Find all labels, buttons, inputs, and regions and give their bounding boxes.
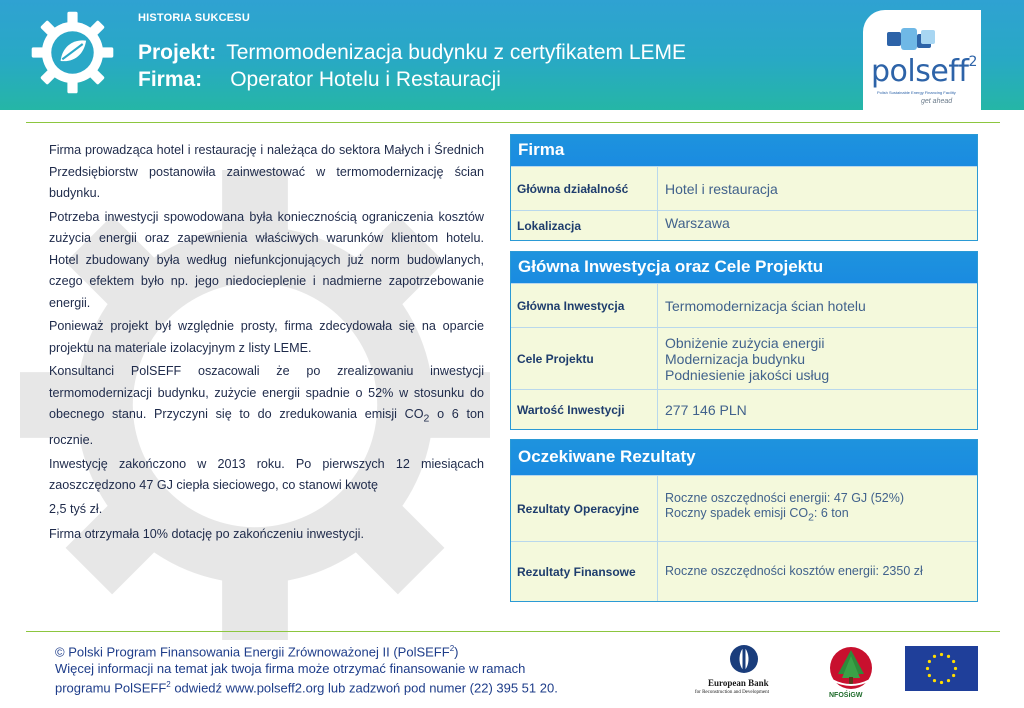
ebrd-subtitle: for Reconstruction and Development [695,690,770,695]
firma-row-location [511,210,977,240]
financial-value: Roczne oszczędności kosztów energii: 2350 zł [665,564,923,578]
footer-program: programu PolSEFF [55,680,167,696]
paragraph-need: Potrzeba inwestycji spowodowana była koniecznością ograniczenia kosztów zużycia energii oraz zapewnienia właściwych warunków klientom hotelu. Hotel zbudowany była według niefunkcjonujących już norm budowlanych, czego efektem było np. jego niedocieplenie i nadmierne zapotrzebowanie energii. [49,209,484,310]
eu-star [947,679,950,682]
nfosigw-logo [826,644,876,702]
paragraph-grant: Firma otrzymała 10% dotację po zakończeniu inwestycji. [49,527,364,542]
investment-box [510,251,978,430]
energy-savings: Roczne oszczędności energii: 47 GJ (52%) [665,491,905,506]
footer-line-2: Więcej informacji na temat jak twoja firma może otrzymać finansowanie w ramach [55,660,526,676]
eu-star [933,679,936,682]
financial-label: Rezultaty Finansowe [511,542,658,601]
eu-star [954,667,957,670]
paragraph-amount: 2,5 tyś zł. [49,501,103,516]
polseff-logo [863,10,981,110]
operational-values [658,476,977,541]
location-label: Lokalizacja [511,211,658,240]
story-label: HISTORIA SUKCESU [138,12,250,24]
ebrd-name: European Bank [708,678,769,688]
main-investment-label: Główna Inwestycja [511,284,658,327]
goal-item: Obniżenie zużycia energii [665,334,825,351]
goals-label: Cele Projektu [511,328,658,389]
main-investment-value: Termomodernizacja ścian hotelu [665,297,866,314]
logo-squares-icon [885,26,945,56]
investment-row-goals [511,327,977,389]
paragraph-completion: Inwestycję zakończono w 2013 roku. Po pierwszych 12 miesiącach zaoszczędzono 47 GJ ciepła sieciowego, co stanowi kwotę [49,456,484,493]
nfosigw-label: NFOŚiGW [829,692,863,699]
goal-item: Modernizacja budynku [665,350,806,367]
results-row-financial [511,541,977,601]
footer-website-phone: odwiedź www.polseff2.org lub zadzwoń pod numer (22) 395 51 20. [170,680,558,696]
footer-copyright: © Polski Program Finansowania Energii Zrównoważonej II (PolSEFF [55,644,450,660]
ebrd-logo [693,644,793,698]
co2-subscript: 2 [423,412,430,425]
results-box-title: Oczekiwane Rezultaty [511,440,977,475]
eu-star [952,674,955,677]
eu-star [947,655,950,658]
eu-star [940,653,943,656]
operational-label: Rezultaty Operacyjne [511,476,658,541]
footer-close: ) [454,644,459,660]
investment-value: 277 146 PLN [665,401,747,418]
results-box [510,439,978,602]
emission-text: Roczny spadek emisji CO [665,506,809,521]
firma-box-title: Firma [511,135,977,166]
co2-subscript: 2 [808,512,814,524]
project-title: Termomodenizacja budynku z certyfikatem LEME [226,41,687,64]
goals-list [658,328,977,389]
eu-star [928,660,931,663]
activity-value: Hotel i restauracja [665,180,778,197]
emission-drop [665,506,970,526]
firma-row-activity [511,166,977,210]
eu-star [940,681,943,684]
logo-name: polseff [871,54,969,89]
footer-sup: 2 [449,644,455,653]
goal-item: Podniesienie jakości usług [665,366,830,383]
logo-sup: 2 [968,54,977,70]
footer-contact [55,641,558,697]
footer-sup: 2 [166,680,171,690]
emission-value: : 6 ton [813,506,849,521]
logo-slogan: get ahead [921,98,953,105]
project-line [138,41,686,65]
company-line [138,68,501,92]
firma-box [510,134,978,241]
gear-leaf-icon [30,10,115,95]
paragraph-approach: Ponieważ projekt był względnie prosty, firma zdecydowała się na oparcie projektu na materiale izolacyjnym z listy LEME. [49,319,484,355]
eu-flag-icon [905,646,978,691]
header-banner [0,0,1024,110]
investment-row-main [511,283,977,327]
eu-star [928,674,931,677]
eu-star [952,660,955,663]
location-value: Warszawa [665,215,730,231]
activity-label: Główna działalność [511,167,658,210]
investment-row-value [511,389,977,429]
company-key: Firma: [138,68,203,91]
top-divider [26,122,1000,123]
logo-tagline: Polish Sustainable Energy Financing Facility [877,90,956,95]
logo-wordmark [871,54,977,89]
consultants-text-end: o 6 ton rocznie. [49,407,484,448]
eu-star [933,655,936,658]
investment-box-title: Główna Inwestycja oraz Cele Projektu [511,252,977,283]
ebrd-mark-icon [729,644,759,674]
consultants-text: Konsultanci PolSEFF oszacowali że po zrealizowaniu inwestycji termomodernizacji budynku, zużycie energii spadnie o 52% w stosunku do obecnego stanu. Przyczyni się to do zredukowania emisji CO [49,364,484,421]
footer-line-3 [55,677,558,697]
eu-star [926,667,929,670]
company-name: Operator Hotelu i Restauracji [230,68,501,91]
footer-line-1 [55,641,558,661]
nfosigw-emblem-icon [826,644,876,690]
paragraph-consultants [49,361,484,452]
bottom-divider [26,631,1000,632]
results-row-operational [511,475,977,541]
investment-value-label: Wartość Inwestycji [511,390,658,429]
paragraph-intro: Firma prowadząca hotel i restaurację i należąca do sektora Małych i Średnich Przedsiębiorstw postanowiła zainwestować w termomodernizację ścian budynku. [49,143,484,200]
story-body [49,140,484,546]
project-key: Projekt: [138,41,217,64]
